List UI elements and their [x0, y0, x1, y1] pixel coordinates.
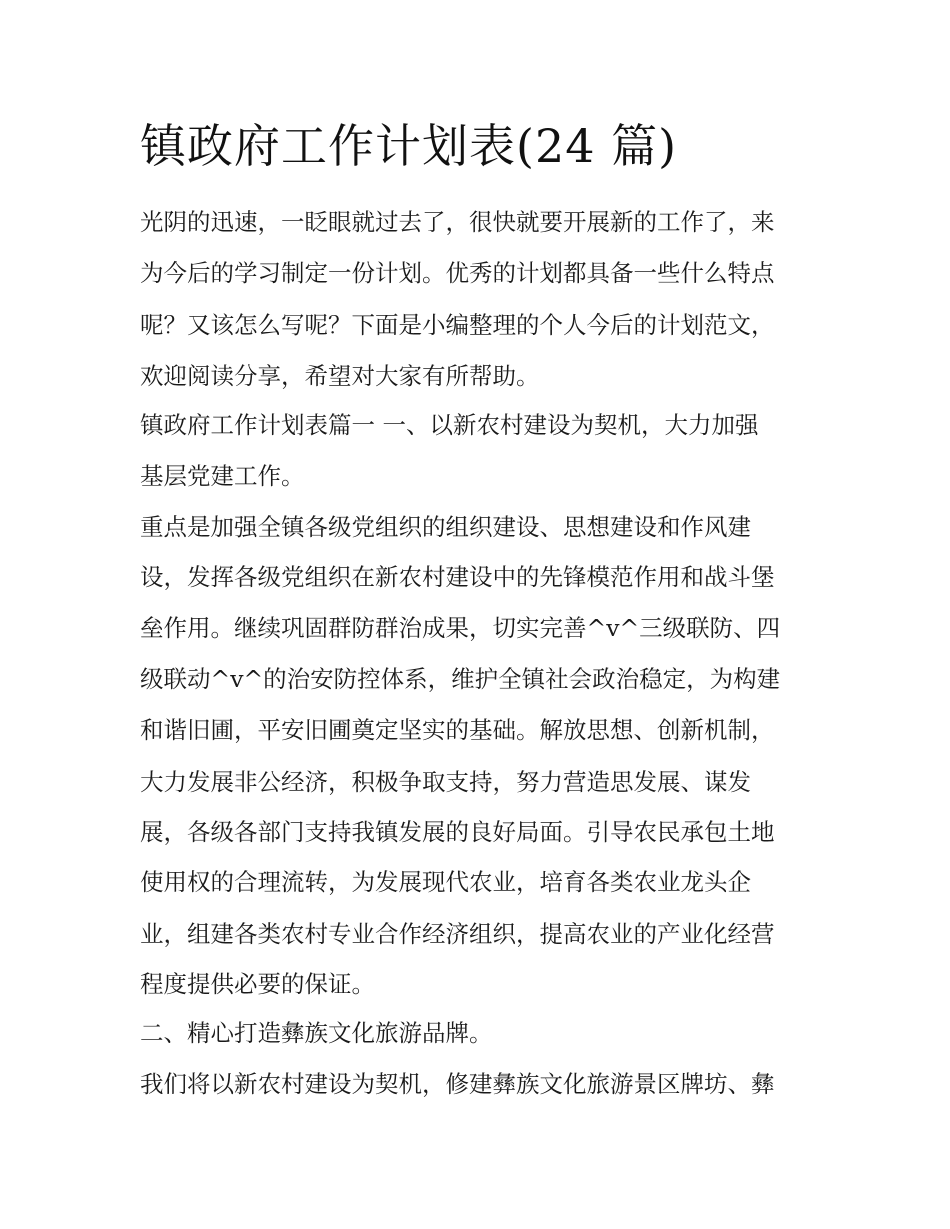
text-line: 为今后的学习制定一份计划。优秀的计划都具备一些什么特点	[140, 259, 775, 287]
document-title: 镇政府工作计划表(24 篇)	[140, 119, 678, 173]
text-line: 光阴的迅速，一眨眼就过去了，很快就要开展新的工作了，来	[140, 208, 775, 236]
text-line: 二、精心打造彝族文化旅游品牌。	[140, 1019, 493, 1047]
text-line: 程度提供必要的保证。	[140, 970, 375, 998]
text-line: 基层党建工作。	[140, 462, 305, 490]
text-line: 业，组建各类农村专业合作经济组织，提高农业的产业化经营	[140, 920, 775, 948]
text-line: 我们将以新农村建设为契机，修建彝族文化旅游景区牌坊、彝	[140, 1070, 775, 1098]
text-line: 和谐旧圃，平安旧圃奠定坚实的基础。解放思想、创新机制，	[140, 716, 775, 744]
text-line: 欢迎阅读分享，希望对大家有所帮助。	[140, 362, 540, 390]
text-line: 垒作用。继续巩固群防群治成果，切实完善^v^三级联防、四	[140, 614, 781, 642]
text-line: 镇政府工作计划表篇一 一、以新农村建设为契机，大力加强	[140, 411, 759, 439]
text-line: 设，发挥各级党组织在新农村建设中的先锋模范作用和战斗堡	[140, 563, 775, 591]
text-line: 使用权的合理流转，为发展现代农业，培育各类农业龙头企	[140, 868, 751, 896]
text-line: 重点是加强全镇各级党组织的组织建设、思想建设和作风建	[140, 513, 751, 541]
text-line: 大力发展非公经济，积极争取支持，努力营造思发展、谋发	[140, 768, 751, 796]
text-line: 级联动^v^的治安防控体系，维护全镇社会政治稳定，为构建	[140, 665, 781, 693]
text-line: 呢？又该怎么写呢？下面是小编整理的个人今后的计划范文，	[140, 311, 775, 339]
text-line: 展，各级各部门支持我镇发展的良好局面。引导农民承包土地	[140, 818, 775, 846]
